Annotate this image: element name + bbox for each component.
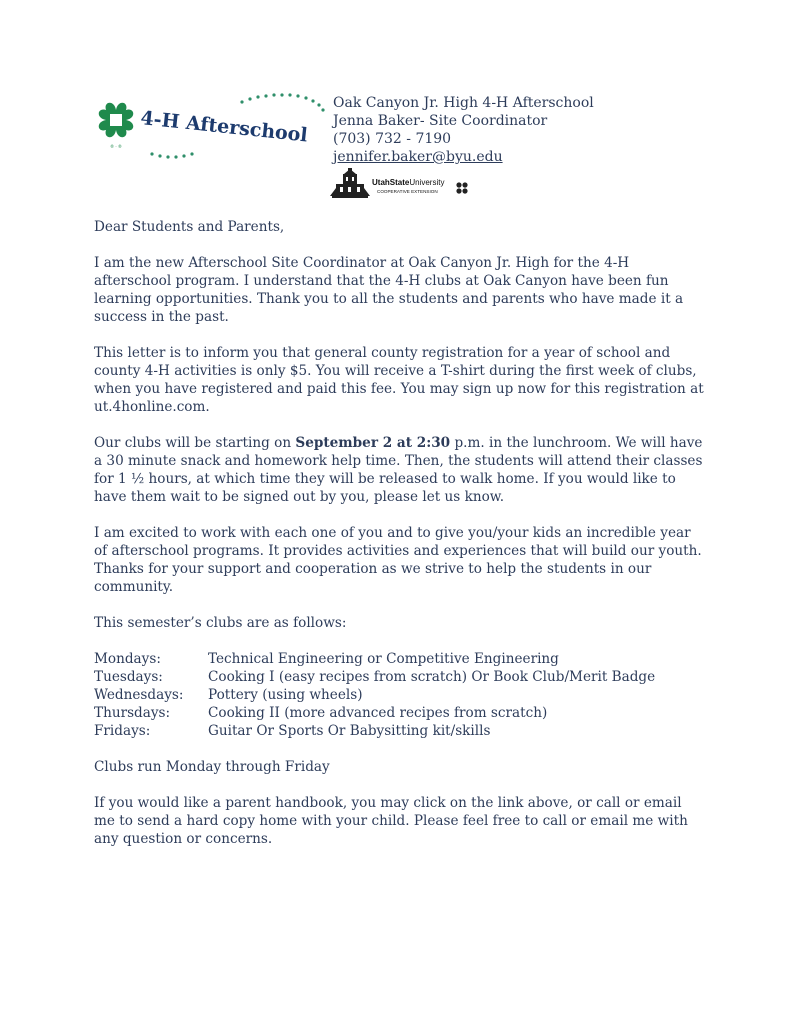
club-description: Guitar Or Sports Or Babysitting kit/skills xyxy=(208,723,491,739)
clubs-run-note: Clubs run Monday through Friday xyxy=(94,759,330,775)
paragraph-intro: I am the new Afterschool Site Coordinator at Oak Canyon Jr. High for the 4-H afterschool program. I understand that the 4-H clubs at Oak Canyon have been fun learning opportunities. Thank you to all the students and parents who have made it a success in the past. xyxy=(94,255,684,325)
4h-afterschool-logo xyxy=(92,88,330,164)
club-row xyxy=(94,650,706,668)
usu-extension-logo xyxy=(330,166,472,200)
small-clover-icon xyxy=(456,182,467,193)
school-name: Oak Canyon Jr. High 4-H Afterschool xyxy=(333,95,594,111)
club-day: Fridays: xyxy=(94,723,151,739)
start-date-time: September 2 at 2:30 xyxy=(295,435,451,451)
club-description: Cooking I (easy recipes from scratch) Or Book Club/Merit Badge xyxy=(208,669,656,685)
club-day: Tuesdays: xyxy=(94,669,163,685)
usu-subtitle: COOPERATIVE EXTENSION xyxy=(377,189,438,194)
paragraph-welcome: I am excited to work with each one of you and to give you/your kids an incredible year of afterschool programs. It provides activities and experiences that will build our youth. Thanks for your support and cooperation as we strive to help the students in our community. xyxy=(94,525,702,595)
svg-text:® · ®: ® · ® xyxy=(110,144,122,149)
club-day: Mondays: xyxy=(94,651,161,667)
email-link[interactable]: jennifer.baker@byu.edu xyxy=(333,149,503,165)
usu-name-regular: University xyxy=(409,178,445,187)
schedule-text-end: p.m. in the lunchroom. We will have a 30 minute snack and homework help time. Then, the students will attend their classes for 1 ½ hours, at which time they will be released to walk home. If you would like to have them wait to be signed out by you, please let us know. xyxy=(94,435,703,505)
club-day: Wednesdays: xyxy=(94,687,184,703)
old-main-tower-icon xyxy=(330,168,370,198)
svg-text:H: H xyxy=(112,117,120,127)
club-row xyxy=(94,704,706,722)
clubs-intro: This semester’s clubs are as follows: xyxy=(94,615,347,631)
club-description: Technical Engineering or Competitive Engineering xyxy=(208,651,559,667)
paragraph-schedule xyxy=(94,434,706,506)
club-row xyxy=(94,722,706,740)
club-description: Cooking II (more advanced recipes from scratch) xyxy=(208,705,548,721)
club-description: Pottery (using wheels) xyxy=(208,687,363,703)
club-day: Thursdays: xyxy=(94,705,171,721)
contact-block xyxy=(333,94,594,166)
letter-body xyxy=(94,218,706,866)
schedule-text-start: Our clubs will be starting on xyxy=(94,435,296,451)
logo-text: 4-H Afterschool xyxy=(139,107,309,147)
paragraph-closing: If you would like a parent handbook, you may click on the link above, or call or email me to send a hard copy home with your child. Please feel free to call or email me with any question or concerns. xyxy=(94,795,688,847)
club-row xyxy=(94,686,706,704)
phone-number: (703) 732 - 7190 xyxy=(333,131,452,147)
usu-name-bold: UtahState xyxy=(372,178,410,187)
coordinator-name: Jenna Baker- Site Coordinator xyxy=(333,113,548,129)
svg-text:UtahStateUniversity xyxy=(372,178,444,187)
paragraph-registration: This letter is to inform you that general county registration for a year of school and county 4-H activities is only $5. You will receive a T-shirt during the first week of clubs, when you have registered and paid this fee. You may sign up now for this registration at ut.4honline.com. xyxy=(94,345,704,415)
clubs-list xyxy=(94,650,706,740)
greeting: Dear Students and Parents, xyxy=(94,219,285,235)
club-row xyxy=(94,668,706,686)
